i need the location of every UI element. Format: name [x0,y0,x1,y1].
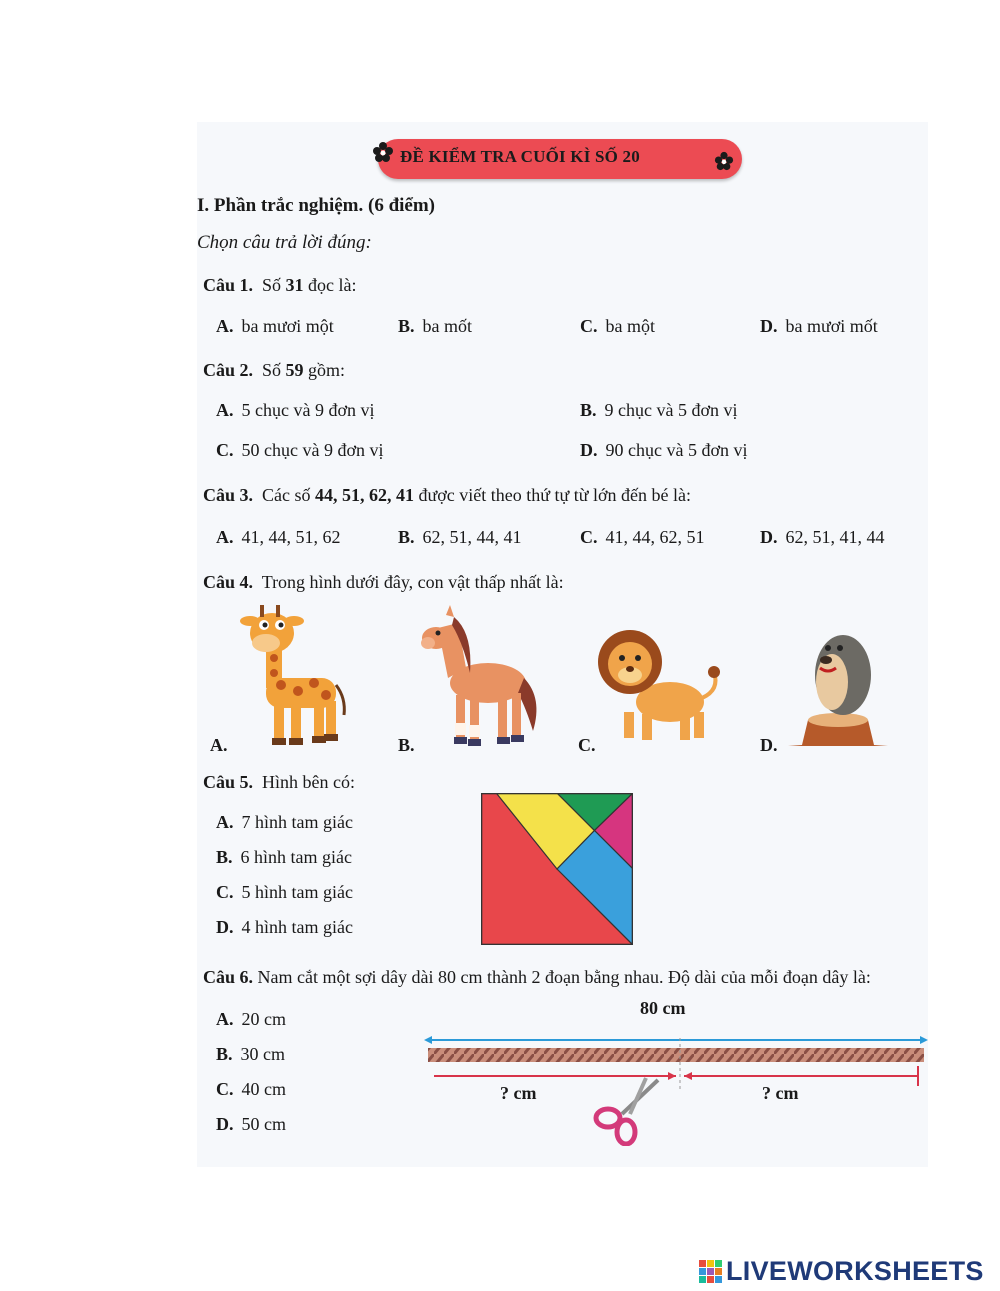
giraffe-image [236,603,356,748]
q6-option-b[interactable]: B. 30 cm [216,1044,286,1064]
q2-option-b[interactable]: B. 9 chục và 5 đơn vị [580,400,738,420]
instruction: Chọn câu trả lời đúng: [197,232,372,253]
page-title: ĐỀ KIỂM TRA CUỐI KÌ SỐ 20 [400,147,640,166]
question-5: Câu 5. Hình bên có: [203,772,355,792]
hedgehog-image [788,620,888,748]
q4-option-b[interactable]: B. [398,735,415,755]
q4-option-c[interactable]: C. [578,735,596,755]
rope-part-label-left: ? cm [500,1083,537,1103]
q2-option-d[interactable]: D. 90 chục và 5 đơn vị [580,440,748,460]
question-4: Câu 4. Trong hình dưới đây, con vật thấp nhất là: [203,572,564,592]
q1-option-d[interactable]: D. ba mươi mốt [760,316,878,336]
tangram-figure [481,793,633,945]
q4-option-d[interactable]: D. [760,735,778,755]
question-2: Câu 2. Số 59 gồm: [203,360,346,380]
q2-option-c[interactable]: C. 50 chục và 9 đơn vị [216,440,384,460]
flower-icon [372,141,394,163]
q5-option-b[interactable]: B. 6 hình tam giác [216,847,352,867]
question-3: Câu 3. Các số 44, 51, 62, 41 được viết theo thứ tự từ lớn đến bé là: [203,485,692,505]
q6-option-d[interactable]: D. 50 cm [216,1114,286,1134]
q1-option-c[interactable]: C. ba một [580,316,655,336]
q2-option-a[interactable]: A. 5 chục và 9 đơn vị [216,400,375,420]
scissors-icon [592,1076,664,1146]
q5-option-c[interactable]: C. 5 hình tam giác [216,882,353,902]
q6-option-c[interactable]: C. 40 cm [216,1079,286,1099]
q3-option-c[interactable]: C. 41, 44, 62, 51 [580,527,705,547]
q5-option-a[interactable]: A. 7 hình tam giác [216,812,353,832]
q1-option-a[interactable]: A. ba mươi một [216,316,334,336]
brand-name: LIVEWORKSHEETS [726,1256,984,1286]
title-banner [370,135,750,183]
q6-option-a[interactable]: A. 20 cm [216,1009,286,1029]
q3-option-d[interactable]: D. 62, 51, 41, 44 [760,527,885,547]
lion-image [598,620,724,748]
question-6: Câu 6. Nam cắt một sợi dây dài 80 cm thành 2 đoạn bằng nhau. Độ dài của mỗi đoạn dây là: [203,967,871,987]
rope-total-label: 80 cm [640,998,686,1018]
rope-part-label-right: ? cm [762,1083,799,1103]
flower-icon [714,151,734,171]
horse-image [418,603,543,748]
q1-option-b[interactable]: B. ba mốt [398,316,473,336]
liveworksheets-logo-icon [699,1256,723,1286]
q3-option-b[interactable]: B. 62, 51, 44, 41 [398,527,522,547]
q4-option-a[interactable]: A. [210,735,228,755]
q5-option-d[interactable]: D. 4 hình tam giác [216,917,353,937]
question-1: Câu 1. Số 31 đọc là: [203,275,357,295]
q3-option-a[interactable]: A. 41, 44, 51, 62 [216,527,341,547]
section-heading: I. Phần trắc nghiệm. (6 điểm) [197,195,436,216]
